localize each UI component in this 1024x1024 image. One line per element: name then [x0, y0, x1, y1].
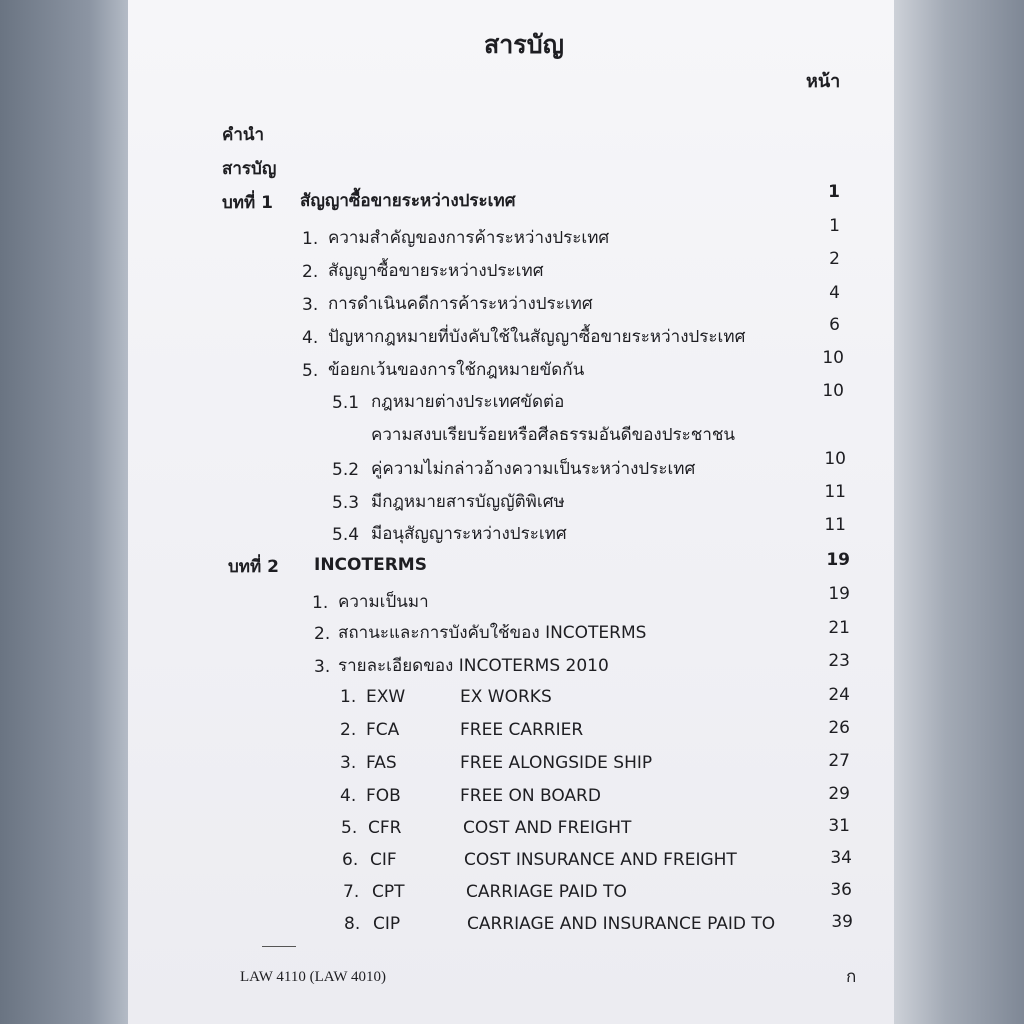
subitem-text: กฎหมายต่างประเทศขัดต่อ: [371, 392, 565, 412]
item-text: ความสำคัญของการค้าระหว่างประเทศ: [328, 228, 610, 248]
term-name: EX WORKS: [460, 687, 552, 707]
term-page: 31: [828, 816, 850, 836]
chapter-page: 1: [828, 182, 840, 202]
chapter-label: บทที่ 2: [228, 557, 279, 577]
item-text: สถานะและการบังคับใช้ของ INCOTERMS: [338, 623, 647, 643]
term-number: 2.: [340, 720, 357, 740]
subitem-number: 5.4: [332, 525, 360, 545]
term-page: 26: [828, 718, 850, 738]
footer-rule: [262, 946, 296, 947]
item-text: รายละเอียดของ INCOTERMS 2010: [338, 656, 609, 676]
term-code: FAS: [366, 753, 397, 773]
item-page: 1: [829, 216, 840, 236]
page-column-header: หน้า: [806, 71, 841, 92]
subitem-number: 5.2: [332, 460, 360, 480]
footer-course-code: LAW 4110 (LAW 4010): [240, 969, 387, 985]
subitem-number: 5.1: [332, 393, 360, 413]
item-text: สัญญาซื้อขายระหว่างประเทศ: [328, 261, 544, 281]
term-number: 1.: [340, 687, 357, 707]
term-number: 3.: [340, 753, 357, 773]
term-code: FCA: [366, 720, 400, 740]
term-page: 27: [828, 751, 850, 771]
footer-page-marker: ก: [846, 967, 857, 987]
subitem-number: 5.3: [332, 493, 360, 513]
term-page: 39: [831, 912, 853, 932]
term-code: EXW: [366, 687, 406, 707]
item-text: ความเป็นมา: [338, 592, 429, 612]
chapter-page: 19: [826, 550, 850, 570]
term-name: CARRIAGE PAID TO: [466, 882, 627, 902]
term-name: FREE CARRIER: [460, 720, 584, 740]
chapter-title: สัญญาซื้อขายระหว่างประเทศ: [300, 191, 516, 211]
term-number: 5.: [341, 818, 358, 838]
item-number: 1.: [302, 229, 319, 249]
subitem-page: 11: [824, 482, 846, 502]
item-number: 4.: [302, 328, 319, 348]
term-page: 36: [830, 880, 852, 900]
item-number: 2.: [314, 624, 331, 644]
item-page: 2: [829, 249, 840, 269]
background-right-edge: [894, 0, 1024, 1024]
subitem-page: 11: [824, 515, 846, 535]
term-name: FREE ON BOARD: [460, 786, 601, 806]
item-page: 10: [822, 348, 844, 368]
item-number: 3.: [314, 657, 331, 677]
item-page: 21: [828, 618, 850, 638]
subitem-text: มีอนุสัญญาระหว่างประเทศ: [371, 524, 567, 544]
item-text: ปัญหากฎหมายที่บังคับใช้ในสัญญาซื้อขายระหว่างประเทศ: [328, 327, 746, 347]
subitem-page: 10: [822, 381, 844, 401]
term-code: CPT: [372, 882, 405, 902]
term-number: 4.: [340, 786, 357, 806]
term-name: COST AND FREIGHT: [463, 818, 632, 838]
term-code: CIF: [370, 850, 397, 870]
item-page: 4: [829, 283, 840, 303]
item-page: 6: [829, 315, 840, 335]
item-page: 19: [828, 584, 850, 604]
subitem-page: 10: [824, 449, 846, 469]
item-text: การดำเนินคดีการค้าระหว่างประเทศ: [328, 294, 593, 314]
term-page: 24: [828, 685, 850, 705]
item-number: 2.: [302, 262, 319, 282]
term-name: FREE ALONGSIDE SHIP: [460, 753, 653, 773]
term-code: CFR: [368, 818, 402, 838]
front-matter-contents: สารบัญ: [222, 159, 277, 179]
item-number: 5.: [302, 361, 319, 381]
term-page: 29: [828, 784, 850, 804]
term-number: 6.: [342, 850, 359, 870]
page-title: สารบัญ: [484, 30, 564, 59]
subitem-text: คู่ความไม่กล่าวอ้างความเป็นระหว่างประเทศ: [371, 459, 696, 479]
term-page: 34: [830, 848, 852, 868]
subitem-text: มีกฎหมายสารบัญญัติพิเศษ: [371, 492, 565, 512]
item-page: 23: [828, 651, 850, 671]
term-code: FOB: [366, 786, 401, 806]
background-left-edge: [0, 0, 128, 1024]
subitem-text-continued: ความสงบเรียบร้อยหรือศีลธรรมอันดีของประชาชน: [371, 425, 736, 445]
item-number: 3.: [302, 295, 319, 315]
chapter-label: บทที่ 1: [222, 193, 273, 213]
term-name: CARRIAGE AND INSURANCE PAID TO: [467, 914, 776, 934]
item-text: ข้อยกเว้นของการใช้กฎหมายขัดกัน: [328, 360, 585, 380]
term-name: COST INSURANCE AND FREIGHT: [464, 850, 737, 870]
chapter-title: INCOTERMS: [314, 555, 427, 575]
item-number: 1.: [312, 593, 329, 613]
term-number: 8.: [344, 914, 361, 934]
front-matter-preface: คำนำ: [222, 125, 265, 145]
term-code: CIP: [373, 914, 401, 934]
term-number: 7.: [343, 882, 360, 902]
